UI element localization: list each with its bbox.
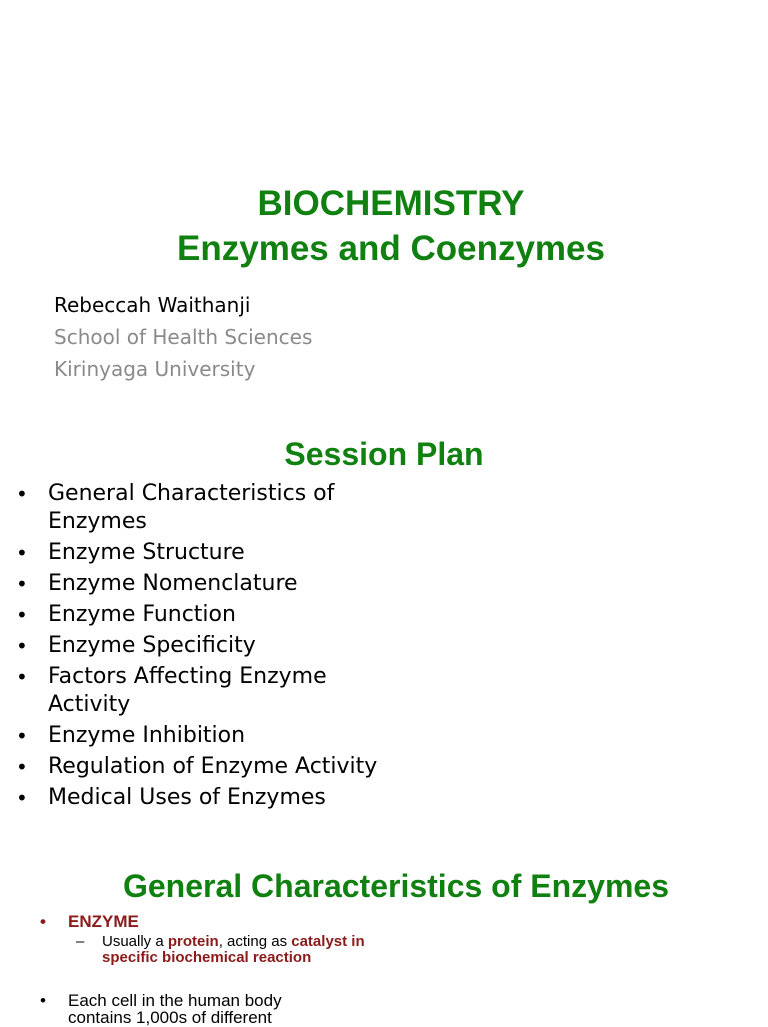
bullet-icon: • bbox=[16, 541, 28, 565]
bullet-icon: • bbox=[40, 991, 46, 1010]
list-item bbox=[0, 480, 408, 536]
bullet-icon: • bbox=[16, 786, 28, 810]
list-item bbox=[0, 539, 408, 567]
list-item-label: Enzyme Inhibition bbox=[48, 723, 246, 748]
bullet-icon: • bbox=[16, 482, 28, 506]
session-plan-title: Session Plan bbox=[284, 436, 484, 472]
bullet-icon: • bbox=[40, 912, 46, 931]
list-item-label: Enzyme Nomenclature bbox=[48, 571, 298, 596]
general-characteristics-title: General Characteristics of Enzymes bbox=[122, 868, 669, 904]
bullet-icon: • bbox=[16, 603, 28, 627]
enzyme-bullet bbox=[40, 912, 139, 932]
slide-title-line2: Enzymes and Coenzymes bbox=[177, 229, 605, 268]
list-item bbox=[0, 632, 408, 660]
author-name: Rebeccah Waithanji bbox=[54, 293, 251, 317]
list-item-label: Enzyme Specificity bbox=[48, 633, 256, 658]
cell-enzymes-text: Each cell in the human body contains 1,000s of different bbox=[68, 991, 282, 1027]
slide-title-line1: BIOCHEMISTRY bbox=[257, 184, 525, 223]
list-item bbox=[0, 784, 408, 812]
list-item-label: Regulation of Enzyme Activity bbox=[48, 754, 378, 779]
list-item bbox=[0, 753, 408, 781]
list-item-label: Factors Affecting Enzyme Activity bbox=[48, 664, 327, 717]
bullet-icon: • bbox=[16, 724, 28, 748]
definition-text: Usually a protein, acting as catalyst in specific biochemical reaction bbox=[102, 933, 365, 966]
bullet-icon: • bbox=[16, 755, 28, 779]
session-plan-list bbox=[0, 480, 420, 815]
enzyme-heading: ENZYME bbox=[68, 912, 139, 931]
list-item bbox=[0, 570, 408, 598]
list-item bbox=[0, 663, 408, 719]
list-item bbox=[0, 601, 408, 629]
list-item-label: Medical Uses of Enzymes bbox=[48, 785, 326, 810]
school-name: School of Health Sciences bbox=[54, 325, 313, 349]
list-item-label: General Characteristics of Enzymes bbox=[48, 481, 335, 534]
bullet-icon: • bbox=[16, 665, 28, 689]
list-item bbox=[0, 722, 408, 750]
university-name: Kirinyaga University bbox=[54, 357, 256, 381]
list-item-label: Enzyme Structure bbox=[48, 540, 245, 565]
dash-icon: – bbox=[76, 933, 85, 950]
list-item-label: Enzyme Function bbox=[48, 602, 236, 627]
bullet-icon: • bbox=[16, 572, 28, 596]
bullet-icon: • bbox=[16, 634, 28, 658]
